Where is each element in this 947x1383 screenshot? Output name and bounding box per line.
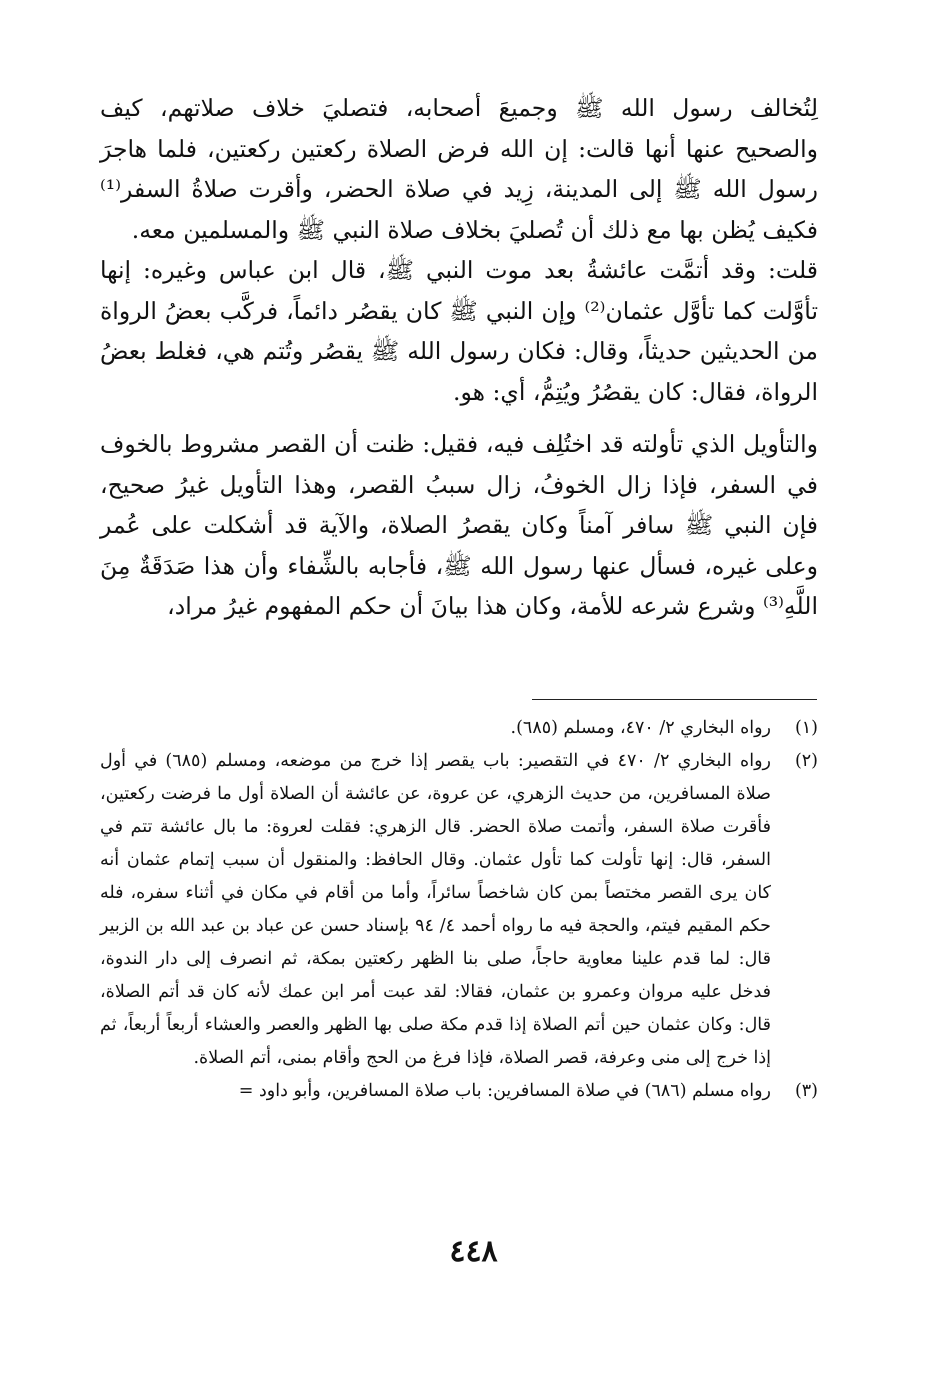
paragraph-2: [100, 250, 818, 412]
text-line: عُمر وعلى غيره، فسأل عنها رسول الله ﷺ، فأجابه بالشِّفاء وأن هذا صَدَقَةٌ: [100, 511, 818, 580]
footnote-text: رواه البخاري ٢/ ٤٧٠، ومسلم (٦٨٥).: [510, 718, 771, 738]
text-line: بعضُ الرواة، فقال: كان يقصُرُ ويُتِمُّ، أي: هو.: [100, 337, 818, 406]
footnote-1: [100, 712, 818, 745]
paragraph-3: [100, 424, 818, 627]
text-line: صحيح، فإن النبي ﷺ سافر آمناً وكان يقصرُ الصلاة، والآية قد أشكلت على: [100, 470, 818, 539]
text-line: قلت: وقد أتمَّت عائشةُ بعد موت النبي ﷺ، قال ابن عباس وغيره:: [143, 256, 818, 284]
text-line: والصحيح عنها أنها قالت: إن الله فرض الصلاة ركعتين ركعتين، فلما هاجرَ: [100, 134, 818, 163]
text-line: لِتُخالف رسول الله ﷺ وجميعَ أصحابه، فتصليَ خلاف صلاتهم، كيف: [100, 94, 818, 122]
footnote-number: (٣): [794, 1081, 818, 1101]
text-line: الرواة من الحديثين حديثاً، وقال: فكان رسول الله ﷺ يقصُر وتُتم هي، فغلط: [100, 296, 818, 365]
footnote-text: رواه البخاري ٢/ ٤٧٠ في التقصير: باب يقصر إذا خرج من موضعه، ومسلم (٦٨٥) في أول صلاة المسافرين، من حديث الزهري، عن عروة، عن عائشة أن الصلاة أول ما فرضت ركعتين، فأقرت صلاة السفر، وأتمت صلاة الحضر. قال الزهري: فقلت لعروة: ما بال عائشة تتم في السفر، قال: إنها تأولت كما تأول عثمان. وقال الحافظ: والمنقول أن سبب إتمام عثمان أنه كان يرى القصر مختصاً بمن كان شاخصاً سائراً، وأما من أقام في مكان في أثناء سفره، فله حكم المقيم فيتم، والحجة فيه ما رواه أحمد ٤/ ٩٤ بإسناد حسن عن عباد بن عبد الله بن الزبير قال: لما قدم علينا معاوية حاجاً، صلى بنا الظهر ركعتين بمكة، ثم انصرف إلى دار الندوة، فدخل عليه مروان وعمرو بن عثمان، فقالا: لقد عبت أمر ابن عمك لأنه كان قد أتم الصلاة، قال: وكان عثمان حين أتم الصلاة إذا قدم مكة صلى بها الظهر والعصر والعشاء أربعاً أربعاً، ثم إذا خرج إلى منى وعرفة، قصر الصلاة، فإذا فرغ من الحج وأقام بمنى، أتم الصلاة.: [100, 751, 771, 1068]
paragraph-1: [100, 88, 818, 250]
page-number: ٤٤٨: [449, 1234, 498, 1269]
text-line: والتأويل الذي تأولته قد اختُلِف فيه، فقيل: ظنت أن القصر مشروط: [180, 430, 818, 458]
footnotes: [100, 712, 818, 1108]
text-line: بالخوف في السفر، فإذا زال الخوفُ، زال سببُ القصر، وهذا التأويل غيرُ: [100, 430, 818, 499]
text-line: مِنَ اللَّهِ⁽³⁾ وشرع شرعه للأمة، وكان هذا بيانَ أن حكم المفهوم غيرُ مراد،: [100, 551, 818, 620]
footnote-3: [100, 1075, 818, 1108]
footnote-text: رواه مسلم (٦٨٦) في صلاة المسافرين: باب صلاة المسافرين، وأبو داود =: [238, 1081, 771, 1101]
text-line: فكيف يُظن بها مع ذلك أن تُصليَ بخلاف صلاة النبي ﷺ والمسلمين معه.: [131, 215, 818, 244]
footnote-number: (١): [794, 718, 818, 738]
footnote-separator: [532, 699, 817, 700]
main-text: [100, 88, 818, 627]
text-line: إنها تأوَّلت كما تأوَّل عثمان⁽²⁾ وإن النبي ﷺ كان يقصُر دائماً، فركَّب بعضُ: [100, 256, 818, 325]
footnote-number: (٢): [794, 751, 818, 771]
text-line: رسول الله ﷺ إلى المدينة، زِيد في صلاة الحضر، وأقرت صلاةُ السفر⁽¹⁾: [100, 175, 818, 203]
footnote-2: [100, 745, 818, 1075]
